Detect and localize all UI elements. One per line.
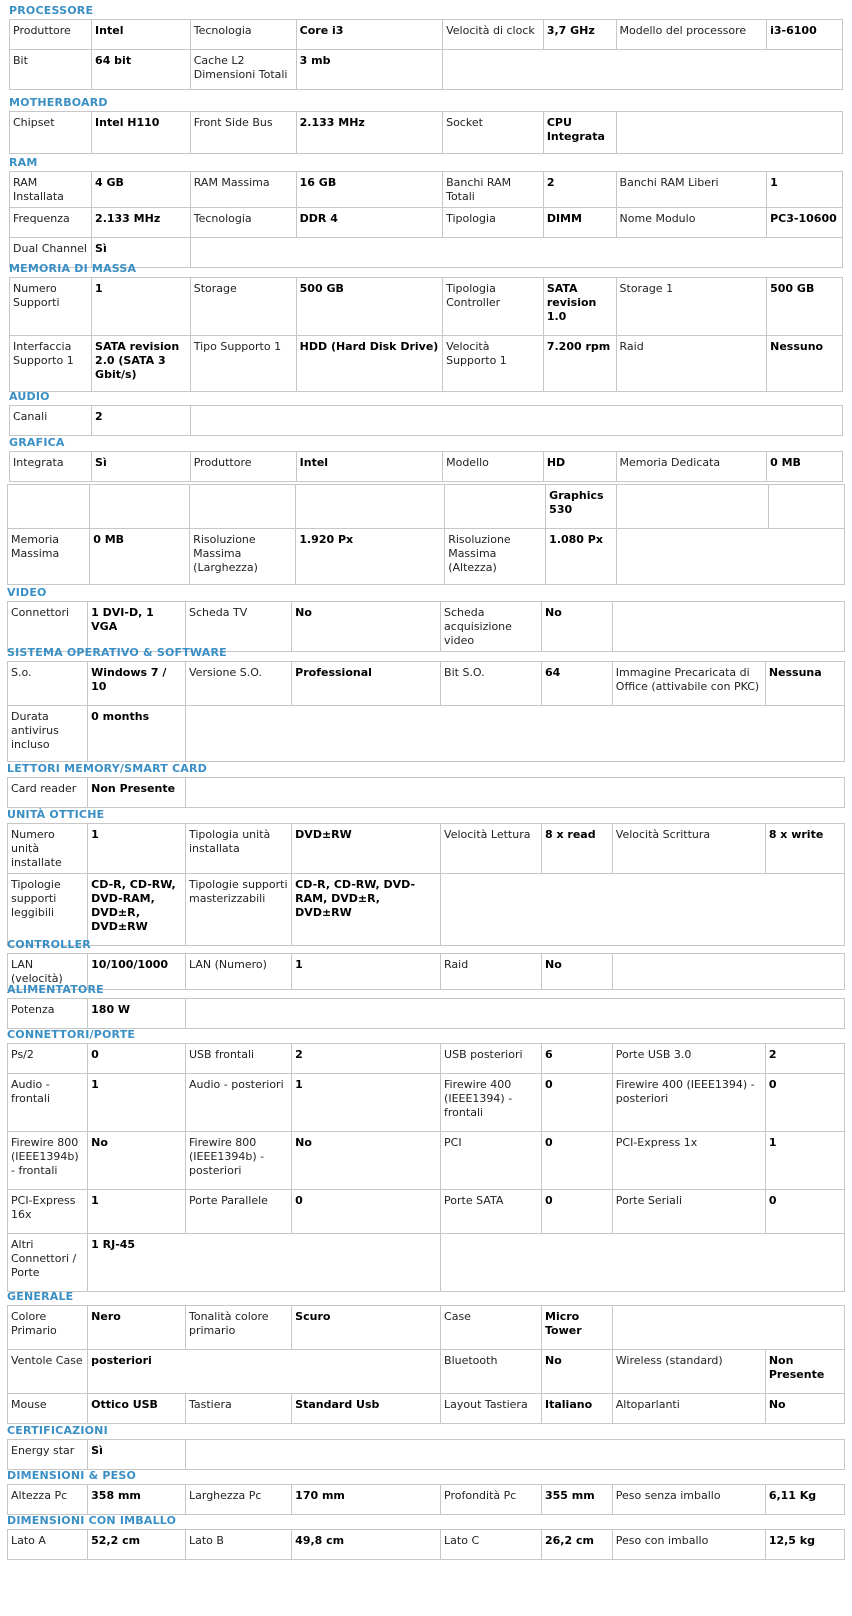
spec-value: No [542, 954, 613, 990]
spec-value: Scuro [292, 1306, 441, 1350]
section-title: DIMENSIONI & PESO [7, 1469, 137, 1482]
spec-value: Nessuna [765, 662, 844, 706]
spec-value: 0 [88, 1044, 186, 1074]
spec-value: 0 [542, 1132, 613, 1190]
section-grafica-continued [7, 484, 845, 585]
table-row [10, 20, 843, 50]
spec-label: Porte Seriali [612, 1190, 765, 1234]
section-dimensioni-imballo [7, 1514, 845, 1560]
spec-value: 6,11 Kg [765, 1485, 844, 1515]
spec-value: HDD (Hard Disk Drive) [296, 336, 442, 392]
spec-label: Velocità Scrittura [612, 824, 765, 874]
spec-label: Tonalità colore primario [186, 1306, 292, 1350]
spec-label: Firewire 800 (IEEE1394b) - frontali [8, 1132, 88, 1190]
spec-label: RAM Installata [10, 172, 92, 208]
section-motherboard [9, 96, 843, 154]
empty-cell [443, 50, 843, 90]
spec-value: 2 [92, 406, 191, 436]
spec-label: Raid [616, 336, 767, 392]
spec-label: Tipo Supporto 1 [190, 336, 296, 392]
spec-label: Peso senza imballo [612, 1485, 765, 1515]
section-title: CONTROLLER [7, 938, 91, 951]
empty-cell [441, 874, 845, 946]
table-row [8, 1394, 845, 1424]
spec-value: 3 mb [296, 50, 442, 90]
spec-value: SATA revision 2.0 (SATA 3 Gbit/s) [92, 336, 191, 392]
spec-value: 1 [88, 1074, 186, 1132]
spec-label: Integrata [10, 452, 92, 482]
spec-value: Windows 7 / 10 [88, 662, 186, 706]
table-row [8, 1074, 845, 1132]
table-row [10, 336, 843, 392]
spec-value: Sì [88, 1440, 186, 1470]
spec-value: Sì [92, 238, 191, 268]
spec-value: No [765, 1394, 844, 1424]
spec-value: 1 RJ-45 [88, 1234, 441, 1292]
spec-label: Interfaccia Supporto 1 [10, 336, 92, 392]
spec-label: Frequenza [10, 208, 92, 238]
empty-cell [616, 529, 844, 585]
section-title: SISTEMA OPERATIVO & SOFTWARE [7, 646, 227, 659]
spec-label: Tecnologia [190, 20, 296, 50]
spec-label: Bluetooth [441, 1350, 542, 1394]
section-title: DIMENSIONI CON IMBALLO [7, 1514, 177, 1527]
table-row [8, 1234, 845, 1292]
spec-label: Ventole Case [8, 1350, 88, 1394]
table-row [8, 1530, 845, 1560]
spec-label: Numero unità installate [8, 824, 88, 874]
spec-value: Nessuno [767, 336, 843, 392]
section-title: MOTHERBOARD [9, 96, 108, 109]
empty-cell [616, 485, 768, 529]
section-title: GRAFICA [9, 436, 65, 449]
table-row [8, 602, 845, 652]
spec-label: Dual Channel [10, 238, 92, 268]
spec-table [9, 405, 843, 436]
section-title: MEMORIA DI MASSA [9, 262, 137, 275]
spec-value: HD [543, 452, 616, 482]
spec-value: Intel [296, 452, 442, 482]
spec-label: Case [441, 1306, 542, 1350]
spec-value: 26,2 cm [542, 1530, 613, 1560]
spec-table [9, 451, 843, 482]
spec-label: Altoparlanti [612, 1394, 765, 1424]
spec-label: Versione S.O. [186, 662, 292, 706]
spec-table [7, 777, 845, 808]
spec-value: Nero [88, 1306, 186, 1350]
spec-label: Connettori [8, 602, 88, 652]
spec-label: Tipologia Controller [443, 278, 544, 336]
spec-value: Intel [92, 20, 191, 50]
section-title: UNITÀ OTTICHE [7, 808, 105, 821]
section-dimensioni-peso [7, 1469, 845, 1515]
table-row [8, 662, 845, 706]
spec-value: 170 mm [292, 1485, 441, 1515]
spec-value: 0 [292, 1190, 441, 1234]
spec-value: 64 bit [92, 50, 191, 90]
spec-value: Ottico USB [88, 1394, 186, 1424]
spec-label: Raid [441, 954, 542, 990]
spec-table [7, 1529, 845, 1560]
spec-label: USB frontali [186, 1044, 292, 1074]
spec-label: Lato A [8, 1530, 88, 1560]
table-row [8, 485, 845, 529]
section-memoria-di-massa [9, 262, 843, 392]
spec-label: Front Side Bus [190, 112, 296, 154]
spec-label: Risoluzione Massima (Larghezza) [190, 529, 296, 585]
spec-value: Professional [292, 662, 441, 706]
empty-cell [185, 1440, 844, 1470]
section-title: PROCESSORE [9, 4, 94, 17]
spec-label: Porte SATA [441, 1190, 542, 1234]
spec-label: PCI-Express 1x [612, 1132, 765, 1190]
spec-value: 12,5 kg [765, 1530, 844, 1560]
spec-label: Tecnologia [190, 208, 296, 238]
empty-cell [190, 485, 296, 529]
section-lettori [7, 762, 845, 808]
section-title: GENERALE [7, 1290, 74, 1303]
spec-value: 0 [765, 1074, 844, 1132]
spec-value: 64 [542, 662, 613, 706]
spec-table [7, 484, 845, 585]
spec-value: 0 MB [767, 452, 843, 482]
spec-label: Layout Tastiera [441, 1394, 542, 1424]
spec-label: Produttore [190, 452, 296, 482]
spec-label: Chipset [10, 112, 92, 154]
spec-label: Tastiera [186, 1394, 292, 1424]
spec-label: Modello del processore [616, 20, 767, 50]
table-row [8, 529, 845, 585]
spec-label: Lato B [186, 1530, 292, 1560]
spec-label: Numero Supporti [10, 278, 92, 336]
section-title: ALIMENTATORE [7, 983, 104, 996]
spec-label: Storage [190, 278, 296, 336]
spec-label: Canali [10, 406, 92, 436]
section-title: VIDEO [7, 586, 47, 599]
spec-value: No [542, 602, 613, 652]
spec-value: No [88, 1132, 186, 1190]
spec-table [7, 1484, 845, 1515]
spec-value: 0 [542, 1190, 613, 1234]
spec-label: Tipologia [443, 208, 544, 238]
spec-table [7, 661, 845, 762]
empty-cell [616, 112, 842, 154]
section-grafica [9, 436, 843, 482]
spec-value: 1 [88, 824, 186, 874]
empty-cell [186, 706, 845, 762]
spec-value: 6 [542, 1044, 613, 1074]
spec-value: 3,7 GHz [543, 20, 616, 50]
spec-label: LAN (velocità) [8, 954, 88, 990]
section-generale [7, 1290, 845, 1424]
spec-value: Non Presente [88, 778, 186, 808]
spec-table [9, 111, 843, 154]
spec-label: Durata antivirus incluso [8, 706, 88, 762]
spec-label: Memoria Massima [8, 529, 90, 585]
empty-cell [90, 485, 190, 529]
table-row [8, 1350, 845, 1394]
spec-value: Core i3 [296, 20, 442, 50]
spec-value: No [292, 1132, 441, 1190]
spec-value: No [542, 1350, 613, 1394]
spec-value: SATA revision 1.0 [543, 278, 616, 336]
spec-label: Scheda TV [186, 602, 292, 652]
spec-value: 1 [292, 954, 441, 990]
spec-label: Potenza [8, 999, 88, 1029]
spec-value: DDR 4 [296, 208, 442, 238]
spec-label: Banchi RAM Liberi [616, 172, 767, 208]
spec-label: Velocità Lettura [441, 824, 542, 874]
spec-label: Banchi RAM Totali [443, 172, 544, 208]
spec-label: Tipologia unità installata [186, 824, 292, 874]
section-audio [9, 390, 843, 436]
empty-cell [768, 485, 844, 529]
spec-value: 7.200 rpm [543, 336, 616, 392]
spec-label: RAM Massima [190, 172, 296, 208]
spec-value: 355 mm [542, 1485, 613, 1515]
spec-value: 1 [92, 278, 191, 336]
section-processore [9, 4, 843, 90]
spec-label: Lato C [441, 1530, 542, 1560]
empty-cell [445, 485, 546, 529]
table-row [8, 778, 845, 808]
spec-value: DIMM [543, 208, 616, 238]
spec-value: 8 x read [542, 824, 613, 874]
spec-label: Larghezza Pc [186, 1485, 292, 1515]
table-row [10, 208, 843, 238]
spec-label: Memoria Dedicata [616, 452, 767, 482]
table-row [10, 112, 843, 154]
spec-table [7, 823, 845, 946]
spec-table [7, 1305, 845, 1424]
section-title: CONNETTORI/PORTE [7, 1028, 136, 1041]
table-row [8, 1440, 845, 1470]
table-row [8, 999, 845, 1029]
spec-label: Altri Connettori / Porte [8, 1234, 88, 1292]
spec-value: 500 GB [296, 278, 442, 336]
spec-label: Produttore [10, 20, 92, 50]
spec-label: Porte Parallele [186, 1190, 292, 1234]
spec-value: 0 months [88, 706, 186, 762]
spec-label: Cache L2 Dimensioni Totali [190, 50, 296, 90]
table-row [8, 706, 845, 762]
spec-label: Modello [443, 452, 544, 482]
table-row [8, 874, 845, 946]
spec-label: Immagine Precaricata di Office (attivabile con PKC) [612, 662, 765, 706]
empty-cell [612, 1306, 844, 1350]
spec-value: 358 mm [88, 1485, 186, 1515]
spec-value: 1 [88, 1190, 186, 1234]
spec-label: PCI [441, 1132, 542, 1190]
table-row [8, 824, 845, 874]
spec-label: Bit [10, 50, 92, 90]
spec-value: 1.920 Px [296, 529, 445, 585]
spec-value: 8 x write [765, 824, 844, 874]
spec-table [9, 19, 843, 90]
spec-value: 0 MB [90, 529, 190, 585]
table-row [8, 1190, 845, 1234]
spec-label: Profondità Pc [441, 1485, 542, 1515]
spec-value: posteriori [88, 1350, 441, 1394]
spec-label: Audio - posteriori [186, 1074, 292, 1132]
spec-value: 1 [765, 1132, 844, 1190]
spec-table [7, 1439, 845, 1470]
empty-cell [185, 999, 844, 1029]
spec-value: Intel H110 [92, 112, 191, 154]
spec-label: Colore Primario [8, 1306, 88, 1350]
spec-value: DVD±RW [292, 824, 441, 874]
table-row [8, 1306, 845, 1350]
spec-value: 10/100/1000 [88, 954, 186, 990]
spec-value: Standard Usb [292, 1394, 441, 1424]
spec-label: Mouse [8, 1394, 88, 1424]
section-connettori-porte [7, 1028, 845, 1292]
spec-table [7, 1043, 845, 1292]
spec-label: Wireless (standard) [612, 1350, 765, 1394]
spec-value: 2 [292, 1044, 441, 1074]
section-certificazioni [7, 1424, 845, 1470]
spec-label: Tipologie supporti leggibili [8, 874, 88, 946]
empty-cell [612, 602, 844, 652]
spec-label: Card reader [8, 778, 88, 808]
table-row [10, 452, 843, 482]
spec-label: Firewire 400 (IEEE1394) - posteriori [612, 1074, 765, 1132]
empty-cell [296, 485, 445, 529]
spec-value: CPU Integrata [543, 112, 616, 154]
empty-cell [8, 485, 90, 529]
spec-label: Velocità di clock [443, 20, 544, 50]
section-unita-ottiche [7, 808, 845, 946]
spec-value: 2 [765, 1044, 844, 1074]
spec-table [9, 171, 843, 268]
spec-label: PCI-Express 16x [8, 1190, 88, 1234]
spec-label: Energy star [8, 1440, 88, 1470]
spec-value: CD-R, CD-RW, DVD-RAM, DVD±R, DVD±RW [292, 874, 441, 946]
spec-value: Non Presente [765, 1350, 844, 1394]
spec-value: 180 W [88, 999, 186, 1029]
table-row [10, 278, 843, 336]
section-alimentatore [7, 983, 845, 1029]
section-title: LETTORI MEMORY/SMART CARD [7, 762, 208, 775]
spec-label: Tipologie supporti masterizzabili [186, 874, 292, 946]
empty-cell [190, 406, 842, 436]
spec-label: Storage 1 [616, 278, 767, 336]
table-row [10, 406, 843, 436]
spec-value: 0 [765, 1190, 844, 1234]
spec-value: 49,8 cm [292, 1530, 441, 1560]
table-row [10, 50, 843, 90]
spec-value: 1 [292, 1074, 441, 1132]
spec-table [9, 277, 843, 392]
spec-value: 2.133 MHz [92, 208, 191, 238]
spec-label: USB posteriori [441, 1044, 542, 1074]
section-video [7, 586, 845, 652]
spec-table [7, 601, 845, 652]
spec-label: Scheda acquisizione video [441, 602, 542, 652]
spec-value: Sì [92, 452, 191, 482]
spec-label: Audio - frontali [8, 1074, 88, 1132]
table-row [8, 1485, 845, 1515]
empty-cell [441, 1234, 845, 1292]
spec-value: Italiano [542, 1394, 613, 1424]
spec-label: Firewire 800 (IEEE1394b) - posteriori [186, 1132, 292, 1190]
spec-value: 1.080 Px [546, 529, 617, 585]
spec-value: Micro Tower [542, 1306, 613, 1350]
spec-label: Peso con imballo [612, 1530, 765, 1560]
spec-value: i3-6100 [767, 20, 843, 50]
section-title: RAM [9, 156, 38, 169]
spec-label: Bit S.O. [441, 662, 542, 706]
spec-value: 2 [543, 172, 616, 208]
table-row [8, 1044, 845, 1074]
section-ram [9, 156, 843, 268]
spec-table [7, 998, 845, 1029]
section-title: CERTIFICAZIONI [7, 1424, 108, 1437]
spec-label: Risoluzione Massima (Altezza) [445, 529, 546, 585]
spec-value: 16 GB [296, 172, 442, 208]
spec-value: No [292, 602, 441, 652]
spec-value: 500 GB [767, 278, 843, 336]
spec-label: LAN (Numero) [186, 954, 292, 990]
spec-value: 1 [767, 172, 843, 208]
spec-value: 2.133 MHz [296, 112, 442, 154]
spec-label: S.o. [8, 662, 88, 706]
spec-label: Nome Modulo [616, 208, 767, 238]
spec-label: Socket [443, 112, 544, 154]
section-sistema-operativo [7, 646, 845, 762]
spec-value: 4 GB [92, 172, 191, 208]
table-row [10, 172, 843, 208]
spec-label: Firewire 400 (IEEE1394) - frontali [441, 1074, 542, 1132]
section-title: AUDIO [9, 390, 50, 403]
spec-value: CD-R, CD-RW, DVD-RAM, DVD±R, DVD±RW [88, 874, 186, 946]
spec-value: 1 DVI-D, 1 VGA [88, 602, 186, 652]
spec-label: Porte USB 3.0 [612, 1044, 765, 1074]
spec-value: PC3-10600 [767, 208, 843, 238]
spec-value: Graphics 530 [546, 485, 617, 529]
table-row [8, 1132, 845, 1190]
spec-label: Velocità Supporto 1 [443, 336, 544, 392]
spec-label: Ps/2 [8, 1044, 88, 1074]
spec-label: Altezza Pc [8, 1485, 88, 1515]
empty-cell [185, 778, 844, 808]
spec-value: 0 [542, 1074, 613, 1132]
spec-value: 52,2 cm [88, 1530, 186, 1560]
